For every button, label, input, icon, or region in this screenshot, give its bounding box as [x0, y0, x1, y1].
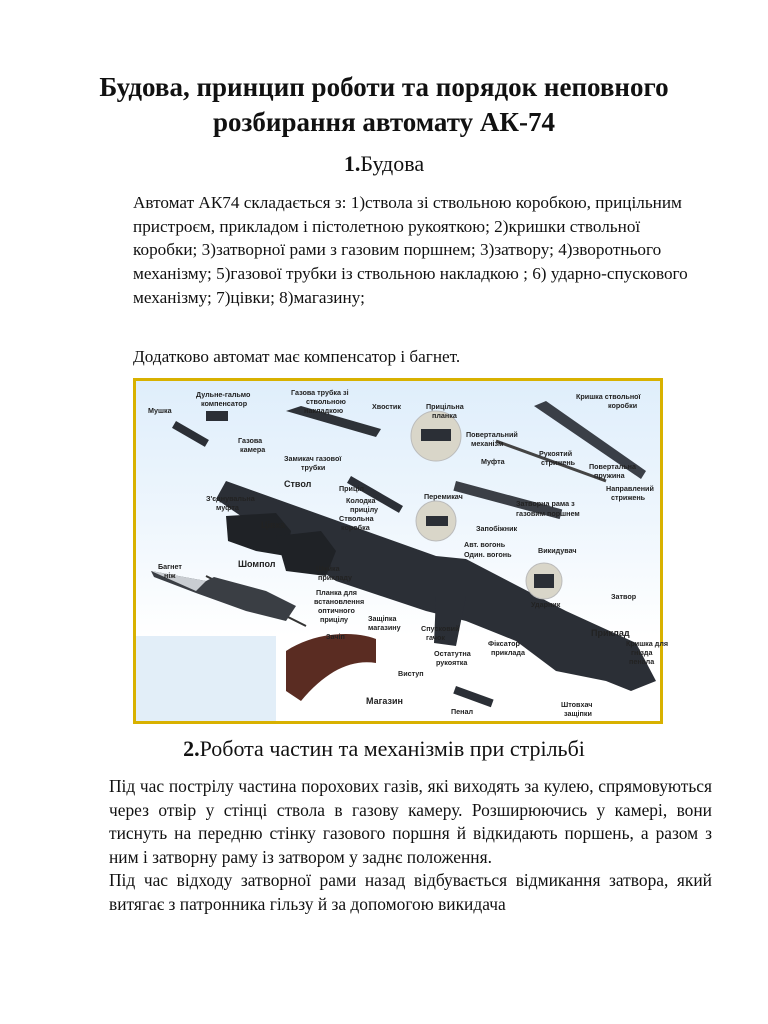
label-povert-2: механізм	[471, 439, 504, 448]
label-ostan-2: рукоятка	[436, 658, 468, 667]
label-shtovk-2: защіпки	[564, 709, 592, 718]
label-planka-1: Планка для	[316, 588, 357, 597]
label-ruchka-1: Рукоятий	[539, 449, 573, 458]
label-fiks-2: приклада	[491, 648, 525, 657]
label-tsivka: Цівка	[261, 520, 286, 530]
label-stvol: Ствол	[284, 479, 312, 489]
paragraph-additional: Додатково автомат має компенсатор і багнет.	[133, 347, 461, 366]
label-zamykach-2: трубки	[301, 463, 326, 472]
label-spusk-1: Спусковий	[421, 624, 460, 633]
label-kryshka-pen-2: гнізда	[631, 648, 653, 657]
label-avt-2: Один. вогонь	[464, 550, 512, 559]
label-planka-4: прицілу	[320, 615, 349, 624]
label-comp-2: компенсатор	[201, 399, 248, 408]
label-gastube-1: Газова трубка зі	[291, 388, 349, 397]
label-prytsil-1: Прицільна	[426, 402, 464, 411]
label-gaschamber-1: Газова	[238, 436, 263, 445]
section-2-body	[109, 775, 712, 916]
label-zatvor: Затвор	[611, 592, 637, 601]
label-cover-1: Кришка ствольної	[576, 392, 641, 401]
section-1-number: 1.	[343, 151, 361, 176]
label-zas-1: Защіпка	[368, 614, 397, 623]
label-bagnet-1: Багнет	[158, 562, 182, 571]
label-zapob: Запобіжник	[476, 524, 518, 533]
label-mufta: Муфта	[481, 457, 505, 466]
label-povert-1: Повертальний	[466, 430, 518, 439]
label-gastube-2: ствольною	[306, 397, 346, 406]
label-shompol: Шомпол	[238, 559, 276, 569]
label-vystup: Виступ	[398, 669, 424, 678]
paragraph-bolt-unlocking: Під час відходу затворної рами назад відбувається відмикання затвора, який витягає з патронника гільзу й за допомогою викидача	[109, 870, 712, 914]
label-stvolna-1: Ствольна	[339, 514, 374, 523]
label-kryshka-pen-1: Кришка для	[626, 639, 669, 648]
rifle-parts-illustration	[136, 381, 669, 721]
label-zatsip: Зачіп	[326, 632, 345, 641]
label-napr-1: Направлений	[606, 484, 654, 493]
label-ostan-1: Остатутна	[434, 649, 471, 658]
label-ednal-1: З'єднувальна	[206, 494, 255, 503]
label-zamykach-1: Замикач газової	[284, 454, 342, 463]
label-magazin: Магазин	[366, 696, 403, 706]
paragraph-gas-operation: Під час пострілу частина порохових газів, які виходять за кулею, спрямовуються через отвір у стінці ствола в газову камеру. Розширюючись у камері, вони тиснуть на передню стінку газового поршня й відкидають поршень, а разом з ним і затворну раму із затвором у заднє положення.	[109, 776, 712, 867]
section-1-heading	[0, 150, 768, 178]
label-zas-2: магазину	[368, 623, 401, 632]
rifle-parts-figure	[133, 378, 669, 724]
label-bagnet-2: ніж	[164, 571, 176, 580]
label-vykyd: Викидувач	[538, 546, 577, 555]
label-planka-2: встановлення	[314, 597, 365, 606]
label-gaschamber-2: камера	[240, 445, 266, 454]
label-gastube-3: накладкою	[304, 406, 344, 415]
label-shtovk-1: Штовхач	[561, 700, 593, 709]
label-pritsil: Приціл	[339, 484, 364, 493]
label-penal: Пенал	[451, 707, 474, 716]
label-pryklad: Приклад	[591, 628, 630, 638]
label-perem: Перемикач	[424, 492, 463, 501]
label-shyia-1: Шийка	[316, 564, 340, 573]
label-kolodka-2: прицілу	[350, 505, 379, 514]
label-fiks-1: Фіксатор	[488, 639, 520, 648]
section-2-title: Робота частин та механізмів при стрільбі	[199, 736, 585, 761]
label-avt-1: Авт. вогонь	[464, 540, 506, 549]
label-zatv-rama-1: Затворна рама з	[516, 499, 575, 508]
label-stvolna-2: коробка	[341, 523, 370, 532]
label-udarnyk: Ударник	[531, 600, 561, 609]
label-spusk-2: гачок	[426, 633, 445, 642]
label-comp-1: Дульне-гальмо	[196, 390, 251, 399]
label-kolodka-1: Колодка	[346, 496, 376, 505]
label-povert-pr-1: Повертальна	[589, 462, 637, 471]
label-hvostyk: Хвостик	[372, 402, 401, 411]
label-zatv-rama-2: газовим поршнем	[516, 509, 580, 518]
label-prytsil-2: планка	[432, 411, 457, 420]
label-kryshka-pen-3: пенала	[629, 657, 655, 666]
label-povert-pr-2: пружина	[594, 471, 625, 480]
section-2-number: 2.	[183, 736, 200, 761]
label-ednal-2: муфта	[216, 503, 239, 512]
label-napr-2: стрижень	[611, 493, 646, 502]
section-2-heading	[0, 735, 768, 763]
label-planka-3: оптичного	[318, 606, 355, 615]
label-mushka: Мушка	[148, 406, 172, 415]
page-title: Будова, принцип роботи та порядок неповного розбирання автомату АК-74	[99, 72, 669, 137]
label-shyia-2: прикладу	[318, 573, 353, 582]
label-cover-2: коробки	[608, 401, 638, 410]
label-ruchka-2: стрижень	[541, 458, 576, 467]
section-1-title: Будова	[360, 151, 425, 176]
paragraph-composition: Автомат АК74 складається з: 1)ствола зі ствольною коробкою, прицільним пристроєм, прикладом і пістолетною рукояткою; 2)кришки ствольної коробки; 3)затворної рами з газовим поршнем; 3)затвору; 4)зворотнього механізму; 5)газової трубки із ствольною накладкою ; 6) ударно-спускового механізму; 7)цівки; 8)магазину;	[133, 193, 688, 307]
